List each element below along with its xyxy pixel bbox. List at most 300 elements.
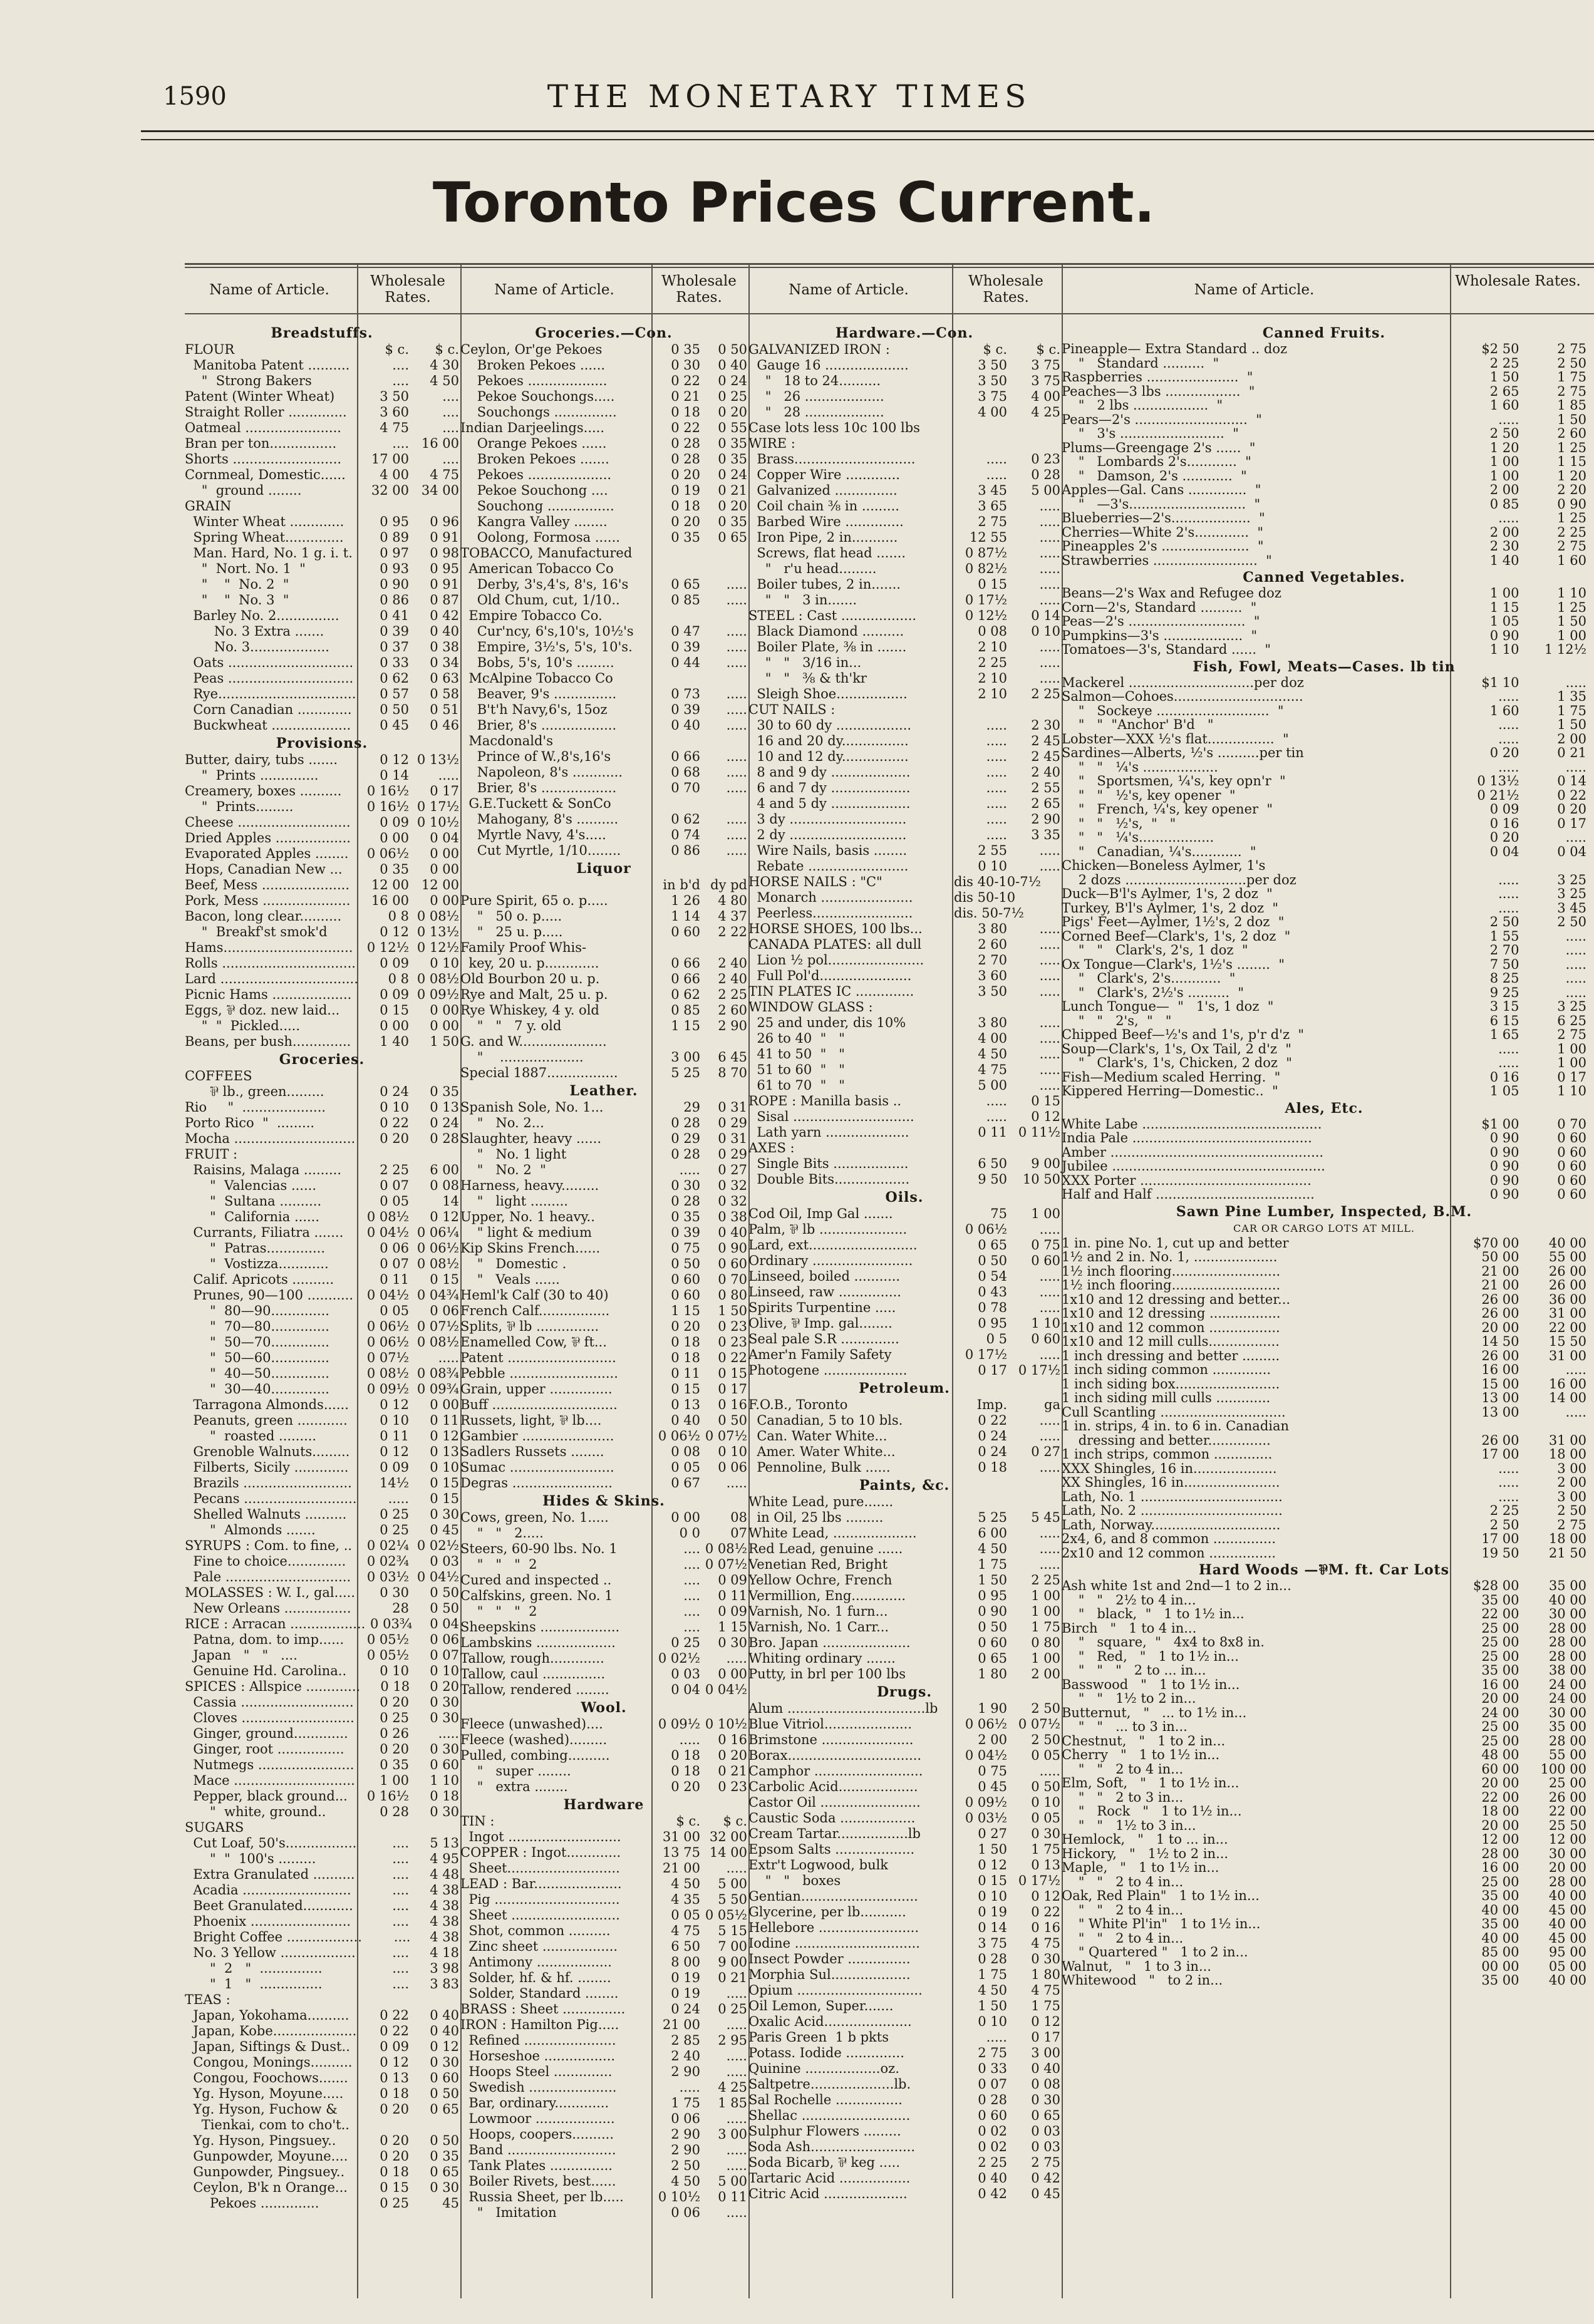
price-row <box>1062 1650 1586 1664</box>
rate-high: 1 00 <box>1557 627 1586 643</box>
article-name: Spring Wheat.............. <box>185 530 344 545</box>
section-heading: Leather. <box>569 1083 638 1099</box>
rate-high: 0 50 <box>430 1601 459 1616</box>
price-row <box>1062 1475 1586 1490</box>
price-row <box>748 1237 1060 1253</box>
price-row <box>748 1444 1060 1460</box>
rate-low: 8 25 <box>1489 971 1519 986</box>
price-row <box>185 2164 459 2180</box>
price-row <box>185 846 459 862</box>
section-heading: Oils. <box>885 1189 924 1206</box>
rate-high: 24 00 <box>1548 1691 1586 1706</box>
rate-high: 2 75 <box>1557 1027 1586 1042</box>
price-row <box>185 452 459 467</box>
price-row <box>185 1460 459 1475</box>
rate-low: 1 10 <box>1489 642 1519 657</box>
price-row <box>460 1065 747 1081</box>
price-row <box>1062 1042 1586 1056</box>
price-row <box>460 1050 747 1065</box>
article-name: Fleece (washed)......... <box>460 1732 608 1747</box>
rate-low: 0 25 <box>380 1507 409 1522</box>
article-name: Beans, per bush.............. <box>185 1034 351 1049</box>
rate-high: 3 45 <box>1557 900 1586 916</box>
article-name: Duck—B'l's Aylmer, 1's, 2 doz " <box>1062 886 1273 901</box>
price-row <box>1062 1832 1586 1847</box>
price-row <box>1062 1278 1586 1293</box>
price-row <box>460 545 747 561</box>
article-name: Eggs, ⅌ doz. new laid... <box>185 1003 340 1018</box>
article-name: 2x4, 6, and 8 common ............... <box>1062 1531 1276 1546</box>
article-name: Gauge 16 .................... <box>748 358 909 373</box>
article-name: Rebate ........................ <box>748 859 909 874</box>
price-row <box>748 436 1060 452</box>
rate-low: 26 00 <box>1481 1348 1519 1363</box>
rate-low: .... <box>392 1945 409 1960</box>
price-row <box>460 1557 747 1573</box>
article-name: Cherries—White 2's............. " <box>1062 524 1264 540</box>
rate-high: 0 91 <box>430 530 459 545</box>
rate-low: .... <box>683 1573 700 1588</box>
article-name: " Rock " 1 to 1½ in... <box>1062 1804 1242 1819</box>
rate-high: 0 17 <box>718 1381 747 1397</box>
rate-high: 0 32 <box>718 1178 747 1193</box>
rate-high: 25 50 <box>1548 1817 1586 1833</box>
price-row <box>748 358 1060 373</box>
rate-low: 0 19 <box>671 1986 700 2001</box>
rate-high: 28 00 <box>1548 1620 1586 1636</box>
rate-low: 3 50 <box>978 373 1007 388</box>
article-name: Patent (Winter Wheat) <box>185 389 335 404</box>
article-name: Cloves ........................... <box>185 1710 355 1725</box>
article-name: Case lots less 10c 100 lbs <box>748 420 920 435</box>
column-header-rates: Wholesale Rates. <box>370 273 445 306</box>
rate-high: 0 50 <box>1031 1779 1060 1794</box>
price-row <box>1062 1405 1586 1420</box>
price-row <box>460 1604 747 1619</box>
article-name: Lath, Norway............................... <box>1062 1517 1281 1532</box>
rate-low: .... <box>392 1851 409 1866</box>
article-name: " 2 " ............... <box>185 1961 323 1976</box>
article-name: Pekoes .................... <box>460 467 612 482</box>
article-name: " French, ¼'s, key opener " <box>1062 802 1273 817</box>
price-row <box>460 1908 747 1923</box>
rate-high: 0 98 <box>430 545 459 560</box>
price-row <box>185 830 459 846</box>
article-name: Kangra Valley ........ <box>460 514 608 529</box>
price-row <box>185 467 459 483</box>
article-name: " 3's ......................... " <box>1062 426 1239 441</box>
rate-low: $1 00 <box>1481 1116 1519 1132</box>
article-name: Iron Pipe, 2 in........... <box>748 530 898 545</box>
rate-low: $ c. <box>385 342 409 357</box>
price-row <box>460 1335 747 1350</box>
article-name: 8 and 9 dy ................... <box>748 765 911 780</box>
article-name: Rye Whiskey, 4 y. old <box>460 1003 599 1018</box>
rate-low: 0 00 <box>380 830 409 845</box>
article-name: Tartaric Acid ................. <box>748 2171 911 2186</box>
price-row <box>748 968 1060 984</box>
price-row <box>185 1288 459 1303</box>
rate-low: 3 50 <box>978 984 1007 999</box>
article-name: Solder, hf. & hf. ........ <box>460 1970 611 1985</box>
article-name: COPPER : Ingot............. <box>460 1845 621 1860</box>
rate-low: 2 90 <box>671 2064 700 2079</box>
article-name: " light & medium <box>460 1225 592 1240</box>
rate-low: 2 90 <box>671 2142 700 2157</box>
price-row <box>185 1616 459 1632</box>
price-row <box>460 530 747 545</box>
rate-low: 0 06½ <box>965 1717 1007 1732</box>
price-row <box>748 1857 1060 1873</box>
rate-high: 5 00 <box>1031 483 1060 498</box>
rate-high: 2 50 <box>1031 1701 1060 1716</box>
rate-high: ..... <box>726 718 747 733</box>
rate-high: ..... <box>1039 1347 1060 1362</box>
article-name: Grenoble Walnuts......... <box>185 1444 350 1459</box>
price-row <box>185 2149 459 2164</box>
rate-low: 0 33 <box>380 655 409 670</box>
rate-low: 2 50 <box>1489 914 1519 929</box>
rate-low: 5 25 <box>671 1065 700 1080</box>
rate-low: 1 50 <box>978 1998 1007 2013</box>
rate-low: 0 00 <box>671 1510 700 1525</box>
rate-high: ..... <box>726 686 747 701</box>
article-name: " " 2 to 4 in... <box>1062 1874 1184 1889</box>
rate-low: 2 10 <box>978 671 1007 686</box>
article-name: Blue Vitriol..................... <box>748 1717 913 1732</box>
price-row <box>748 1588 1060 1604</box>
article-name: Yellow Ochre, French <box>748 1573 893 1588</box>
price-row <box>460 1861 747 1876</box>
rate-high: 0 50 <box>430 1585 459 1600</box>
price-row <box>460 1651 747 1666</box>
rate-high: ..... <box>726 843 747 858</box>
article-name: Antimony .................. <box>460 1955 612 1970</box>
rate-high: 95 00 <box>1548 1944 1586 1960</box>
price-row <box>1062 1720 1586 1734</box>
price-row <box>185 1773 459 1789</box>
price-row <box>460 2033 747 2048</box>
article-name: Lard ................................. <box>185 971 358 986</box>
price-row <box>1062 1363 1586 1377</box>
rate-high: $ c. <box>435 342 459 357</box>
rate-low: 0 02¾ <box>366 1554 409 1569</box>
price-row <box>1062 441 1586 455</box>
article-name: Mackerel ..............................per doz <box>1062 674 1304 690</box>
article-name: Whitewood " to 2 in... <box>1062 1973 1223 1988</box>
article-name: " 2 lbs .................. " <box>1062 398 1223 413</box>
price-row <box>460 749 747 765</box>
price-row <box>748 1779 1060 1795</box>
rate-low: 24 00 <box>1481 1705 1519 1720</box>
rate-low: 1 05 <box>1489 1083 1519 1098</box>
rate-high: 0 08½ <box>417 1256 459 1271</box>
price-row <box>460 655 747 671</box>
column-header-name: Name of Article. <box>1194 282 1315 298</box>
rate-high: .... <box>442 389 459 404</box>
rate-low: 0 28 <box>671 452 700 467</box>
rate-high: 0 29 <box>718 1115 747 1130</box>
rate-high: ..... <box>726 2111 747 2126</box>
price-row <box>748 2171 1060 2186</box>
price-row <box>1062 601 1586 615</box>
article-name: FLOUR <box>185 342 235 357</box>
price-row <box>185 783 459 799</box>
rate-low: ..... <box>1498 731 1519 746</box>
rate-high: 0 65 <box>430 2164 459 2179</box>
rate-low: 0 24 <box>978 1444 1007 1459</box>
rate-high: 5 15 <box>718 1923 747 1938</box>
article-name: Amer. Water White... <box>748 1444 896 1459</box>
price-row <box>1062 887 1586 901</box>
rate-high: ..... <box>1039 843 1060 858</box>
rate-high: 0 00 <box>430 1018 459 1033</box>
rate-high: 1 60 <box>1557 552 1586 568</box>
price-row <box>185 1601 459 1616</box>
price-row <box>185 1663 459 1679</box>
price-row <box>460 608 747 624</box>
rate-low: 0 24 <box>380 1084 409 1099</box>
article-name: " 80—90.............. <box>185 1303 329 1318</box>
rate-high: 1 50 <box>1557 614 1586 629</box>
rate-high: 2 60 <box>718 1003 747 1018</box>
article-name: Mocha ............................. <box>185 1131 356 1146</box>
rate-low: ..... <box>1498 1041 1519 1056</box>
article-name: Patna, dom. to imp...... <box>185 1632 344 1647</box>
rate-high: 6 25 <box>1557 1013 1586 1028</box>
rate-low <box>653 733 700 749</box>
price-row <box>1062 356 1586 371</box>
rate-high: 3 00 <box>1557 1460 1586 1476</box>
rate-low: 0 28 <box>671 1194 700 1209</box>
rate-high <box>409 1147 459 1162</box>
rate-low: 0 25 <box>380 1522 409 1537</box>
article-name: Gunpowder, Moyune.... <box>185 2149 348 2164</box>
price-row <box>460 2174 747 2189</box>
article-name: " Red, " 1 to 1½ in... <box>1062 1648 1239 1664</box>
rate-low: 0 15 <box>978 1873 1007 1888</box>
rate-high: 1 50 <box>718 1303 747 1318</box>
price-row <box>748 1494 1060 1510</box>
price-row <box>460 2158 747 2174</box>
article-name: Slaughter, heavy ...... <box>460 1131 601 1146</box>
price-row <box>1062 1264 1586 1279</box>
rate-low: 7 50 <box>1489 956 1519 972</box>
rate-high: 0 60 <box>1557 1159 1586 1174</box>
rate-high: 2 90 <box>718 1018 747 1033</box>
rate-high: 4 38 <box>430 1882 459 1898</box>
rate-low: 0 39 <box>671 1225 700 1240</box>
rate-low: 0 02¼ <box>366 1538 409 1553</box>
article-name: Calif. Apricots .......... <box>185 1272 334 1287</box>
rate-high: 4 25 <box>1031 405 1060 420</box>
article-name: Morphia Sul................... <box>748 1967 911 1982</box>
article-name: ⅌ lb., green......... <box>185 1084 324 1099</box>
article-name: Japan, Siftings & Dust.. <box>185 2039 350 2054</box>
article-name: Soup—Clark's, 1's, Ox Tail, 2 d'z " <box>1062 1041 1291 1056</box>
price-row <box>748 1764 1060 1779</box>
price-row <box>748 2139 1060 2155</box>
price-row <box>1062 689 1586 704</box>
price-row <box>1062 1306 1586 1321</box>
article-name: Pineapple— Extra Standard .. doz <box>1062 341 1288 356</box>
rate-high: ..... <box>1039 1284 1060 1299</box>
price-row <box>1062 1748 1586 1762</box>
rate-low: 0 75 <box>978 1764 1007 1779</box>
price-row <box>185 1976 459 1992</box>
rate-high: 35 00 <box>1548 1719 1586 1734</box>
price-column <box>1062 323 1586 1988</box>
rate-high: 0 42 <box>1031 2171 1060 2186</box>
rate-low: 0 03¾ <box>370 1616 413 1631</box>
rate-high: 0 21 <box>1557 745 1586 760</box>
article-name: Amber ................................................... <box>1062 1144 1324 1160</box>
rate-low: 0 39 <box>671 702 700 717</box>
rate-high: 0 14 <box>1557 773 1586 788</box>
rate-high: 2 40 <box>1031 765 1060 780</box>
rate-low: 1 50 <box>1489 369 1519 385</box>
rate-low: 0 28 <box>671 436 700 451</box>
rate-low: 0 11 <box>380 1428 409 1443</box>
rate-high: 0 87 <box>430 592 459 607</box>
rate-high: 2 55 <box>1031 780 1060 795</box>
price-row <box>1062 774 1586 788</box>
rate-high: 30 00 <box>1548 1846 1586 1861</box>
rate-high: ..... <box>1039 984 1060 999</box>
rate-high <box>1007 999 1060 1015</box>
price-row <box>748 1510 1060 1526</box>
article-name: Brier, 8's .................. <box>460 718 617 733</box>
price-column <box>460 323 747 2221</box>
price-row <box>748 1046 1060 1062</box>
rate-low: 40 00 <box>1481 1902 1519 1918</box>
rate-high: ..... <box>438 768 459 783</box>
rate-low: 0 90 <box>1489 1130 1519 1145</box>
rate-high: $ c. <box>723 1814 747 1829</box>
article-name: Special 1887................. <box>460 1065 618 1080</box>
price-row <box>460 971 747 987</box>
price-row <box>1062 1321 1586 1335</box>
article-name: Strawberries ......................... " <box>1062 552 1272 568</box>
rate-high: 0 20 <box>718 498 747 514</box>
price-row <box>460 624 747 639</box>
rate-low: 5 25 <box>978 1510 1007 1525</box>
section-heading: Paints, &c. <box>859 1477 950 1494</box>
price-row <box>460 1303 747 1319</box>
price-row <box>1062 1490 1586 1504</box>
rate-low: 0 20 <box>380 1695 409 1710</box>
price-row <box>185 971 459 987</box>
price-row <box>748 2108 1060 2124</box>
price-row <box>460 909 747 924</box>
article-name: Oak, Red Plain" 1 to 1½ in... <box>1062 1888 1260 1903</box>
rate-low: 16 00 <box>1481 1362 1519 1377</box>
rate-low: ..... <box>1498 510 1519 525</box>
rate-high <box>409 1992 459 2008</box>
rate-low: 0 14 <box>978 1920 1007 1935</box>
article-name: Gentian............................ <box>748 1889 918 1904</box>
article-name: Brier, 8's .................. <box>460 780 617 795</box>
price-row <box>1062 971 1586 986</box>
rate-low: 0 50 <box>671 1256 700 1271</box>
article-name: Vermillion, Eng............. <box>748 1588 906 1603</box>
article-name: " " ... to 3 in... <box>1062 1719 1188 1734</box>
price-row <box>748 874 1060 890</box>
article-name: " " 1½ to 2 in... <box>1062 1691 1196 1706</box>
rate-low: 0 62 <box>671 812 700 827</box>
rate-high: 0 96 <box>430 514 459 529</box>
price-row <box>1062 398 1586 413</box>
rate-low: 1 00 <box>1489 454 1519 469</box>
rate-high: 4 18 <box>430 1945 459 1960</box>
rate-high <box>1007 436 1060 452</box>
price-row <box>1062 1117 1586 1132</box>
price-row <box>185 624 459 639</box>
price-row <box>748 1413 1060 1428</box>
rate-high: 40 00 <box>1548 1592 1586 1608</box>
price-row <box>185 1491 459 1507</box>
price-row <box>1062 1678 1586 1692</box>
price-row <box>748 1031 1060 1046</box>
price-row <box>185 1147 459 1162</box>
rate-high: 0 23 <box>718 1335 747 1350</box>
rate-low <box>954 1494 1007 1510</box>
price-row <box>748 1873 1060 1889</box>
price-row <box>748 2014 1060 2030</box>
rate-low: 0 27 <box>978 1826 1007 1841</box>
article-name: Hickory, " 1½ to 2 in... <box>1062 1846 1229 1861</box>
rate-low <box>359 1068 409 1084</box>
rate-low: .... <box>683 1557 700 1572</box>
rate-high: 14 <box>442 1194 459 1209</box>
price-row <box>185 1867 459 1882</box>
article-name: Butter, dairy, tubs ....... <box>185 752 338 767</box>
rate-high: 2 25 <box>1557 524 1586 540</box>
price-row <box>460 1970 747 1986</box>
rate-low: 2 40 <box>671 2048 700 2063</box>
article-name: McAlpine Tobacco Co <box>460 671 613 686</box>
rate-high: 0 12 <box>430 1209 459 1224</box>
rate-high: 2 75 <box>1031 2155 1060 2170</box>
rate-high: 0 20 <box>718 405 747 420</box>
rate-low: 75 <box>990 1206 1007 1221</box>
column-header-name: Name of Article. <box>494 282 614 298</box>
rate-high: 31 00 <box>1548 1348 1586 1363</box>
rate-low: 0 86 <box>380 592 409 607</box>
rate-low: $ c. <box>983 342 1007 357</box>
rate-low: 1 50 <box>978 1573 1007 1588</box>
rate-high: 2 50 <box>1557 914 1586 929</box>
rate-high: ..... <box>1039 671 1060 686</box>
rate-low: ..... <box>1498 411 1519 427</box>
price-row <box>1062 1847 1586 1861</box>
price-row <box>748 2077 1060 2092</box>
price-row <box>1062 1621 1586 1636</box>
rate-low: 0 62 <box>380 671 409 686</box>
article-name: Raisins, Malaga ......... <box>185 1162 342 1177</box>
rate-low: 17 00 <box>1481 1531 1519 1546</box>
rate-high: 08 <box>730 1510 747 1525</box>
price-row <box>1062 1875 1586 1889</box>
article-name: Corn—2's, Standard .......... " <box>1062 599 1257 615</box>
price-row <box>460 1717 747 1732</box>
price-row <box>1062 1174 1586 1188</box>
rate-high: 0 30 <box>430 1710 459 1725</box>
rate-low: 0 66 <box>671 956 700 971</box>
article-name: Patent .......................... <box>460 1350 616 1365</box>
price-row <box>460 1100 747 1115</box>
article-name: Soda Bicarb, ⅌ keg ..... <box>748 2155 901 2170</box>
